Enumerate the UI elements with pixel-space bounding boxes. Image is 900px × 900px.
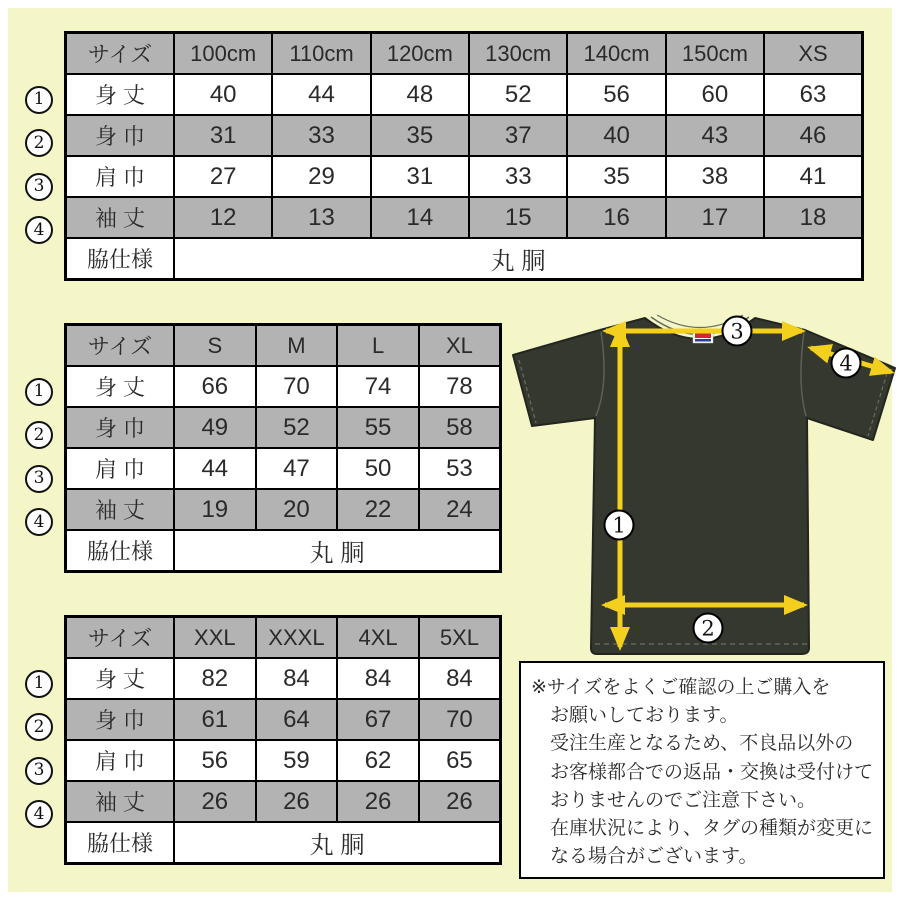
row-label: 肩 巾 bbox=[66, 156, 175, 197]
value-cell: 46 bbox=[764, 115, 862, 156]
value-cell: 35 bbox=[371, 115, 469, 156]
value-cell: 84 bbox=[337, 658, 419, 699]
footer-label: 脇仕様 bbox=[66, 238, 175, 280]
note-line: なる場合がございます。 bbox=[550, 846, 758, 868]
footer-value: 丸 胴 bbox=[174, 530, 501, 572]
size-table-block-kids bbox=[24, 31, 864, 281]
value-cell: 13 bbox=[272, 197, 370, 238]
value-cell: 84 bbox=[256, 658, 338, 699]
header-cell: 120cm bbox=[371, 33, 469, 75]
value-cell: 52 bbox=[256, 407, 338, 448]
circled-number-4: 4 bbox=[25, 216, 53, 244]
marker-circle-2 bbox=[694, 614, 723, 643]
table-row bbox=[66, 156, 863, 197]
table-header-row bbox=[66, 325, 501, 367]
value-cell: 82 bbox=[174, 658, 256, 699]
table-row bbox=[66, 699, 501, 740]
header-size-label: サイズ bbox=[66, 33, 175, 75]
value-cell: 12 bbox=[174, 197, 272, 238]
marker-slot bbox=[24, 501, 54, 545]
circled-number-3: 3 bbox=[25, 465, 53, 493]
tshirt-diagram bbox=[505, 310, 900, 662]
circled-number-2: 2 bbox=[25, 713, 53, 741]
value-cell: 53 bbox=[419, 448, 501, 489]
circled-number-1: 1 bbox=[25, 86, 53, 114]
marker-slot bbox=[24, 122, 54, 166]
row-label: 身 巾 bbox=[66, 407, 175, 448]
value-cell: 40 bbox=[567, 115, 665, 156]
header-size-label: サイズ bbox=[66, 325, 175, 367]
marker-column bbox=[24, 323, 54, 544]
footer-label: 脇仕様 bbox=[66, 530, 175, 572]
value-cell: 47 bbox=[256, 448, 338, 489]
circled-number-3: 3 bbox=[25, 173, 53, 201]
marker-slot bbox=[24, 414, 54, 458]
value-cell: 56 bbox=[174, 740, 256, 781]
header-cell: 130cm bbox=[469, 33, 567, 75]
value-cell: 48 bbox=[371, 74, 469, 115]
svg-text:1: 1 bbox=[612, 513, 626, 538]
header-cell: 150cm bbox=[666, 33, 764, 75]
circled-number-2: 2 bbox=[25, 129, 53, 157]
marker-slot bbox=[24, 706, 54, 750]
value-cell: 33 bbox=[469, 156, 567, 197]
value-cell: 67 bbox=[337, 699, 419, 740]
value-cell: 58 bbox=[419, 407, 501, 448]
value-cell: 24 bbox=[419, 489, 501, 530]
value-cell: 49 bbox=[174, 407, 256, 448]
size-table-adult bbox=[64, 323, 502, 573]
row-label: 身 丈 bbox=[66, 74, 175, 115]
header-cell: M bbox=[256, 325, 338, 367]
row-label: 身 丈 bbox=[66, 366, 175, 407]
value-cell: 40 bbox=[174, 74, 272, 115]
value-cell: 43 bbox=[666, 115, 764, 156]
header-cell: 140cm bbox=[567, 33, 665, 75]
marker-circle-1 bbox=[605, 511, 634, 540]
value-cell: 22 bbox=[337, 489, 419, 530]
value-cell: 35 bbox=[567, 156, 665, 197]
circled-number-4: 4 bbox=[25, 800, 53, 828]
circled-number-2: 2 bbox=[25, 421, 53, 449]
header-cell: XL bbox=[419, 325, 501, 367]
marker-slot bbox=[24, 457, 54, 501]
row-label: 肩 巾 bbox=[66, 740, 175, 781]
value-cell: 27 bbox=[174, 156, 272, 197]
value-cell: 70 bbox=[419, 699, 501, 740]
value-cell: 37 bbox=[469, 115, 567, 156]
value-cell: 29 bbox=[272, 156, 370, 197]
value-cell: 31 bbox=[371, 156, 469, 197]
value-cell: 61 bbox=[174, 699, 256, 740]
table-footer-row bbox=[66, 822, 501, 864]
table-row bbox=[66, 740, 501, 781]
marker-circle-3 bbox=[723, 317, 752, 346]
value-cell: 70 bbox=[256, 366, 338, 407]
size-table-plus bbox=[64, 615, 502, 865]
note-line: 在庫状況により、タグの種類が変更に bbox=[550, 818, 874, 840]
value-cell: 44 bbox=[272, 74, 370, 115]
table-row bbox=[66, 781, 501, 822]
circled-number-4: 4 bbox=[25, 508, 53, 536]
footer-value: 丸 胴 bbox=[174, 238, 863, 280]
marker-circle-4 bbox=[832, 349, 861, 378]
value-cell: 14 bbox=[371, 197, 469, 238]
marker-slot bbox=[24, 662, 54, 706]
note-line: ※サイズをよくご確認の上ご購入を bbox=[531, 677, 831, 698]
marker-slot bbox=[24, 749, 54, 793]
header-cell: 4XL bbox=[337, 617, 419, 659]
value-cell: 60 bbox=[666, 74, 764, 115]
value-cell: 50 bbox=[337, 448, 419, 489]
marker-slot bbox=[24, 793, 54, 837]
value-cell: 62 bbox=[337, 740, 419, 781]
table-row bbox=[66, 366, 501, 407]
value-cell: 20 bbox=[256, 489, 338, 530]
row-label: 肩 巾 bbox=[66, 448, 175, 489]
value-cell: 26 bbox=[419, 781, 501, 822]
circled-number-1: 1 bbox=[25, 378, 53, 406]
value-cell: 52 bbox=[469, 74, 567, 115]
value-cell: 41 bbox=[764, 156, 862, 197]
marker-slot bbox=[24, 78, 54, 122]
value-cell: 15 bbox=[469, 197, 567, 238]
value-cell: 78 bbox=[419, 366, 501, 407]
value-cell: 26 bbox=[256, 781, 338, 822]
header-cell: L bbox=[337, 325, 419, 367]
value-cell: 84 bbox=[419, 658, 501, 699]
row-label: 身 巾 bbox=[66, 115, 175, 156]
value-cell: 16 bbox=[567, 197, 665, 238]
row-label: 身 丈 bbox=[66, 658, 175, 699]
value-cell: 55 bbox=[337, 407, 419, 448]
header-size-label: サイズ bbox=[66, 617, 175, 659]
header-cell: 5XL bbox=[419, 617, 501, 659]
circled-number-3: 3 bbox=[25, 757, 53, 785]
header-cell: 110cm bbox=[272, 33, 370, 75]
marker-slot bbox=[24, 165, 54, 209]
table-footer-row bbox=[66, 238, 863, 280]
table-row bbox=[66, 489, 501, 530]
value-cell: 56 bbox=[567, 74, 665, 115]
value-cell: 26 bbox=[337, 781, 419, 822]
row-label: 身 巾 bbox=[66, 699, 175, 740]
value-cell: 44 bbox=[174, 448, 256, 489]
size-table-block-plus bbox=[24, 615, 502, 865]
size-table-kids bbox=[64, 31, 864, 281]
marker-column bbox=[24, 615, 54, 836]
row-label: 袖 丈 bbox=[66, 489, 175, 530]
marker-slot bbox=[24, 370, 54, 414]
table-header-row bbox=[66, 33, 863, 75]
table-row bbox=[66, 407, 501, 448]
table-row bbox=[66, 74, 863, 115]
marker-column bbox=[24, 31, 54, 252]
value-cell: 65 bbox=[419, 740, 501, 781]
header-cell: 100cm bbox=[174, 33, 272, 75]
svg-text:4: 4 bbox=[839, 351, 853, 376]
value-cell: 66 bbox=[174, 366, 256, 407]
footer-label: 脇仕様 bbox=[66, 822, 175, 864]
table-row bbox=[66, 197, 863, 238]
value-cell: 64 bbox=[256, 699, 338, 740]
header-cell: XXL bbox=[174, 617, 256, 659]
notes-box bbox=[519, 661, 885, 879]
value-cell: 63 bbox=[764, 74, 862, 115]
value-cell: 59 bbox=[256, 740, 338, 781]
table-header-row bbox=[66, 617, 501, 659]
row-label: 袖 丈 bbox=[66, 197, 175, 238]
note-line: 受注生産となるため、不良品以外の bbox=[550, 733, 854, 755]
note-line: お願いしております。 bbox=[550, 705, 739, 727]
header-cell: XXXL bbox=[256, 617, 338, 659]
value-cell: 26 bbox=[174, 781, 256, 822]
svg-text:2: 2 bbox=[701, 616, 715, 641]
header-cell: S bbox=[174, 325, 256, 367]
table-footer-row bbox=[66, 530, 501, 572]
marker-slot bbox=[24, 209, 54, 253]
circled-number-1: 1 bbox=[25, 670, 53, 698]
size-table-block-adult bbox=[24, 323, 502, 573]
footer-value: 丸 胴 bbox=[174, 822, 501, 864]
table-row bbox=[66, 448, 501, 489]
svg-text:3: 3 bbox=[730, 319, 744, 344]
row-label: 袖 丈 bbox=[66, 781, 175, 822]
note-line: お客様都合での返品・交換は受付けて bbox=[550, 761, 874, 783]
value-cell: 31 bbox=[174, 115, 272, 156]
value-cell: 17 bbox=[666, 197, 764, 238]
table-row bbox=[66, 658, 501, 699]
table-row bbox=[66, 115, 863, 156]
header-cell: XS bbox=[764, 33, 862, 75]
value-cell: 33 bbox=[272, 115, 370, 156]
value-cell: 19 bbox=[174, 489, 256, 530]
value-cell: 18 bbox=[764, 197, 862, 238]
note-line: おりませんのでご注意下さい。 bbox=[550, 789, 817, 811]
value-cell: 74 bbox=[337, 366, 419, 407]
value-cell: 38 bbox=[666, 156, 764, 197]
